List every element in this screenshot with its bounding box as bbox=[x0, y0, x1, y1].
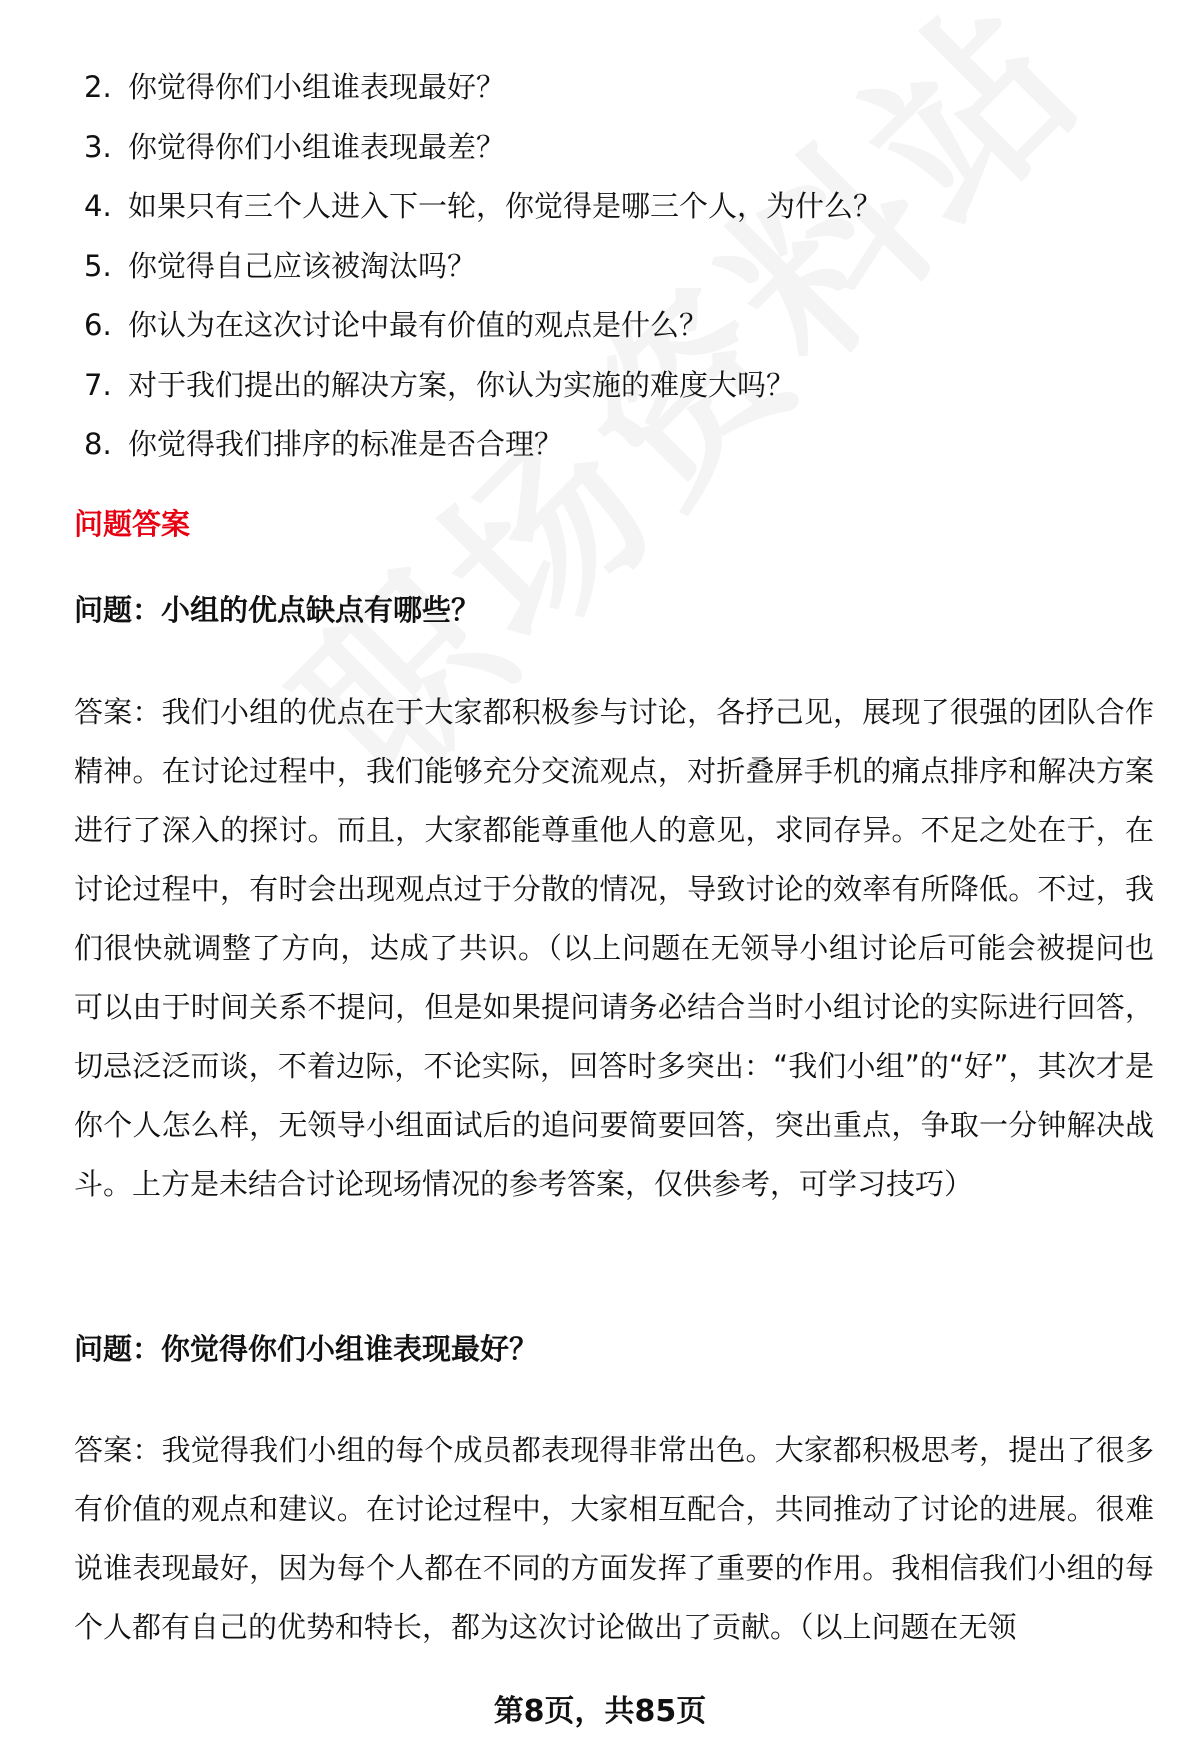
list-number: 7. bbox=[84, 367, 112, 402]
list-text: 你觉得你们小组谁表现最好？ bbox=[128, 70, 506, 104]
question-list bbox=[0, 58, 1200, 475]
list-number: 3. bbox=[84, 129, 112, 164]
list-number: 5. bbox=[84, 248, 112, 283]
list-text: 你觉得我们排序的标准是否合理？ bbox=[128, 427, 564, 461]
list-text: 你觉得你们小组谁表现最差？ bbox=[128, 129, 506, 164]
list-text: 你认为在这次讨论中最有价值的观点是什么？ bbox=[128, 308, 709, 342]
list-item bbox=[0, 118, 1200, 178]
list-text: 你觉得自己应该被淘汰吗？ bbox=[128, 248, 477, 283]
list-item bbox=[0, 58, 1200, 118]
list-text: 对于我们提出的解决方案，你认为实施的难度大吗？ bbox=[128, 367, 796, 402]
list-text: 如果只有三个人进入下一轮，你觉得是哪三个人，为什么？ bbox=[128, 189, 883, 223]
list-item bbox=[0, 415, 1200, 475]
list-number: 8. bbox=[84, 427, 112, 461]
list-item bbox=[0, 237, 1200, 297]
list-item bbox=[0, 356, 1200, 416]
list-number: 2. bbox=[84, 70, 112, 104]
section-heading: 问题答案 bbox=[74, 507, 191, 541]
list-item bbox=[0, 177, 1200, 237]
question-heading: 问题：你觉得你们小组谁表现最好？ bbox=[74, 1332, 539, 1366]
answer-paragraph: 答案：我觉得我们小组的每个成员都表现得非常出色。大家都积极思考，提出了很多有价值的观点和建议。在讨论过程中，大家相互配合，共同推动了讨论的进展。很难说谁表现最好，因为每个人都在不同的方面发挥了重要的作用。我相信我们小组的每个人都有自己的优势和特长，都为这次讨论做出了贡献。（以上问题在无领 bbox=[74, 1433, 1154, 1644]
question-heading: 问题：小组的优点缺点有哪些？ bbox=[74, 593, 481, 627]
list-number: 6. bbox=[84, 308, 112, 342]
answer-paragraph: 答案：我们小组的优点在于大家都积极参与讨论，各抒己见，展现了很强的团队合作精神。在讨论过程中，我们能够充分交流观点，对折叠屏手机的痛点排序和解决方案进行了深入的探讨。而且，大家都能尊重他人的意见，求同存异。不足之处在于，在讨论过程中，有时会出现观点过于分散的情况，导致讨论的效率有所降低。不过，我们很快就调整了方向，达成了共识。（以上问题在无领导小组讨论后可能会被提问也可以由于时间关系不提问，但是如果提问请务必结合当时小组讨论的实际进行回答，切忌泛泛而谈，不着边际，不论实际，回答时多突出：“我们小组”的“好”，其次才是你个人怎么样，无领导小组面试后的追问要简要回答，突出重点，争取一分钟解决战斗。上方是未结合讨论现场情况的参考答案，仅供参考，可学习技巧） bbox=[74, 695, 1154, 1201]
page-number: 第8页，共85页 bbox=[493, 1694, 707, 1729]
list-item bbox=[0, 296, 1200, 356]
list-number: 4. bbox=[84, 189, 112, 223]
